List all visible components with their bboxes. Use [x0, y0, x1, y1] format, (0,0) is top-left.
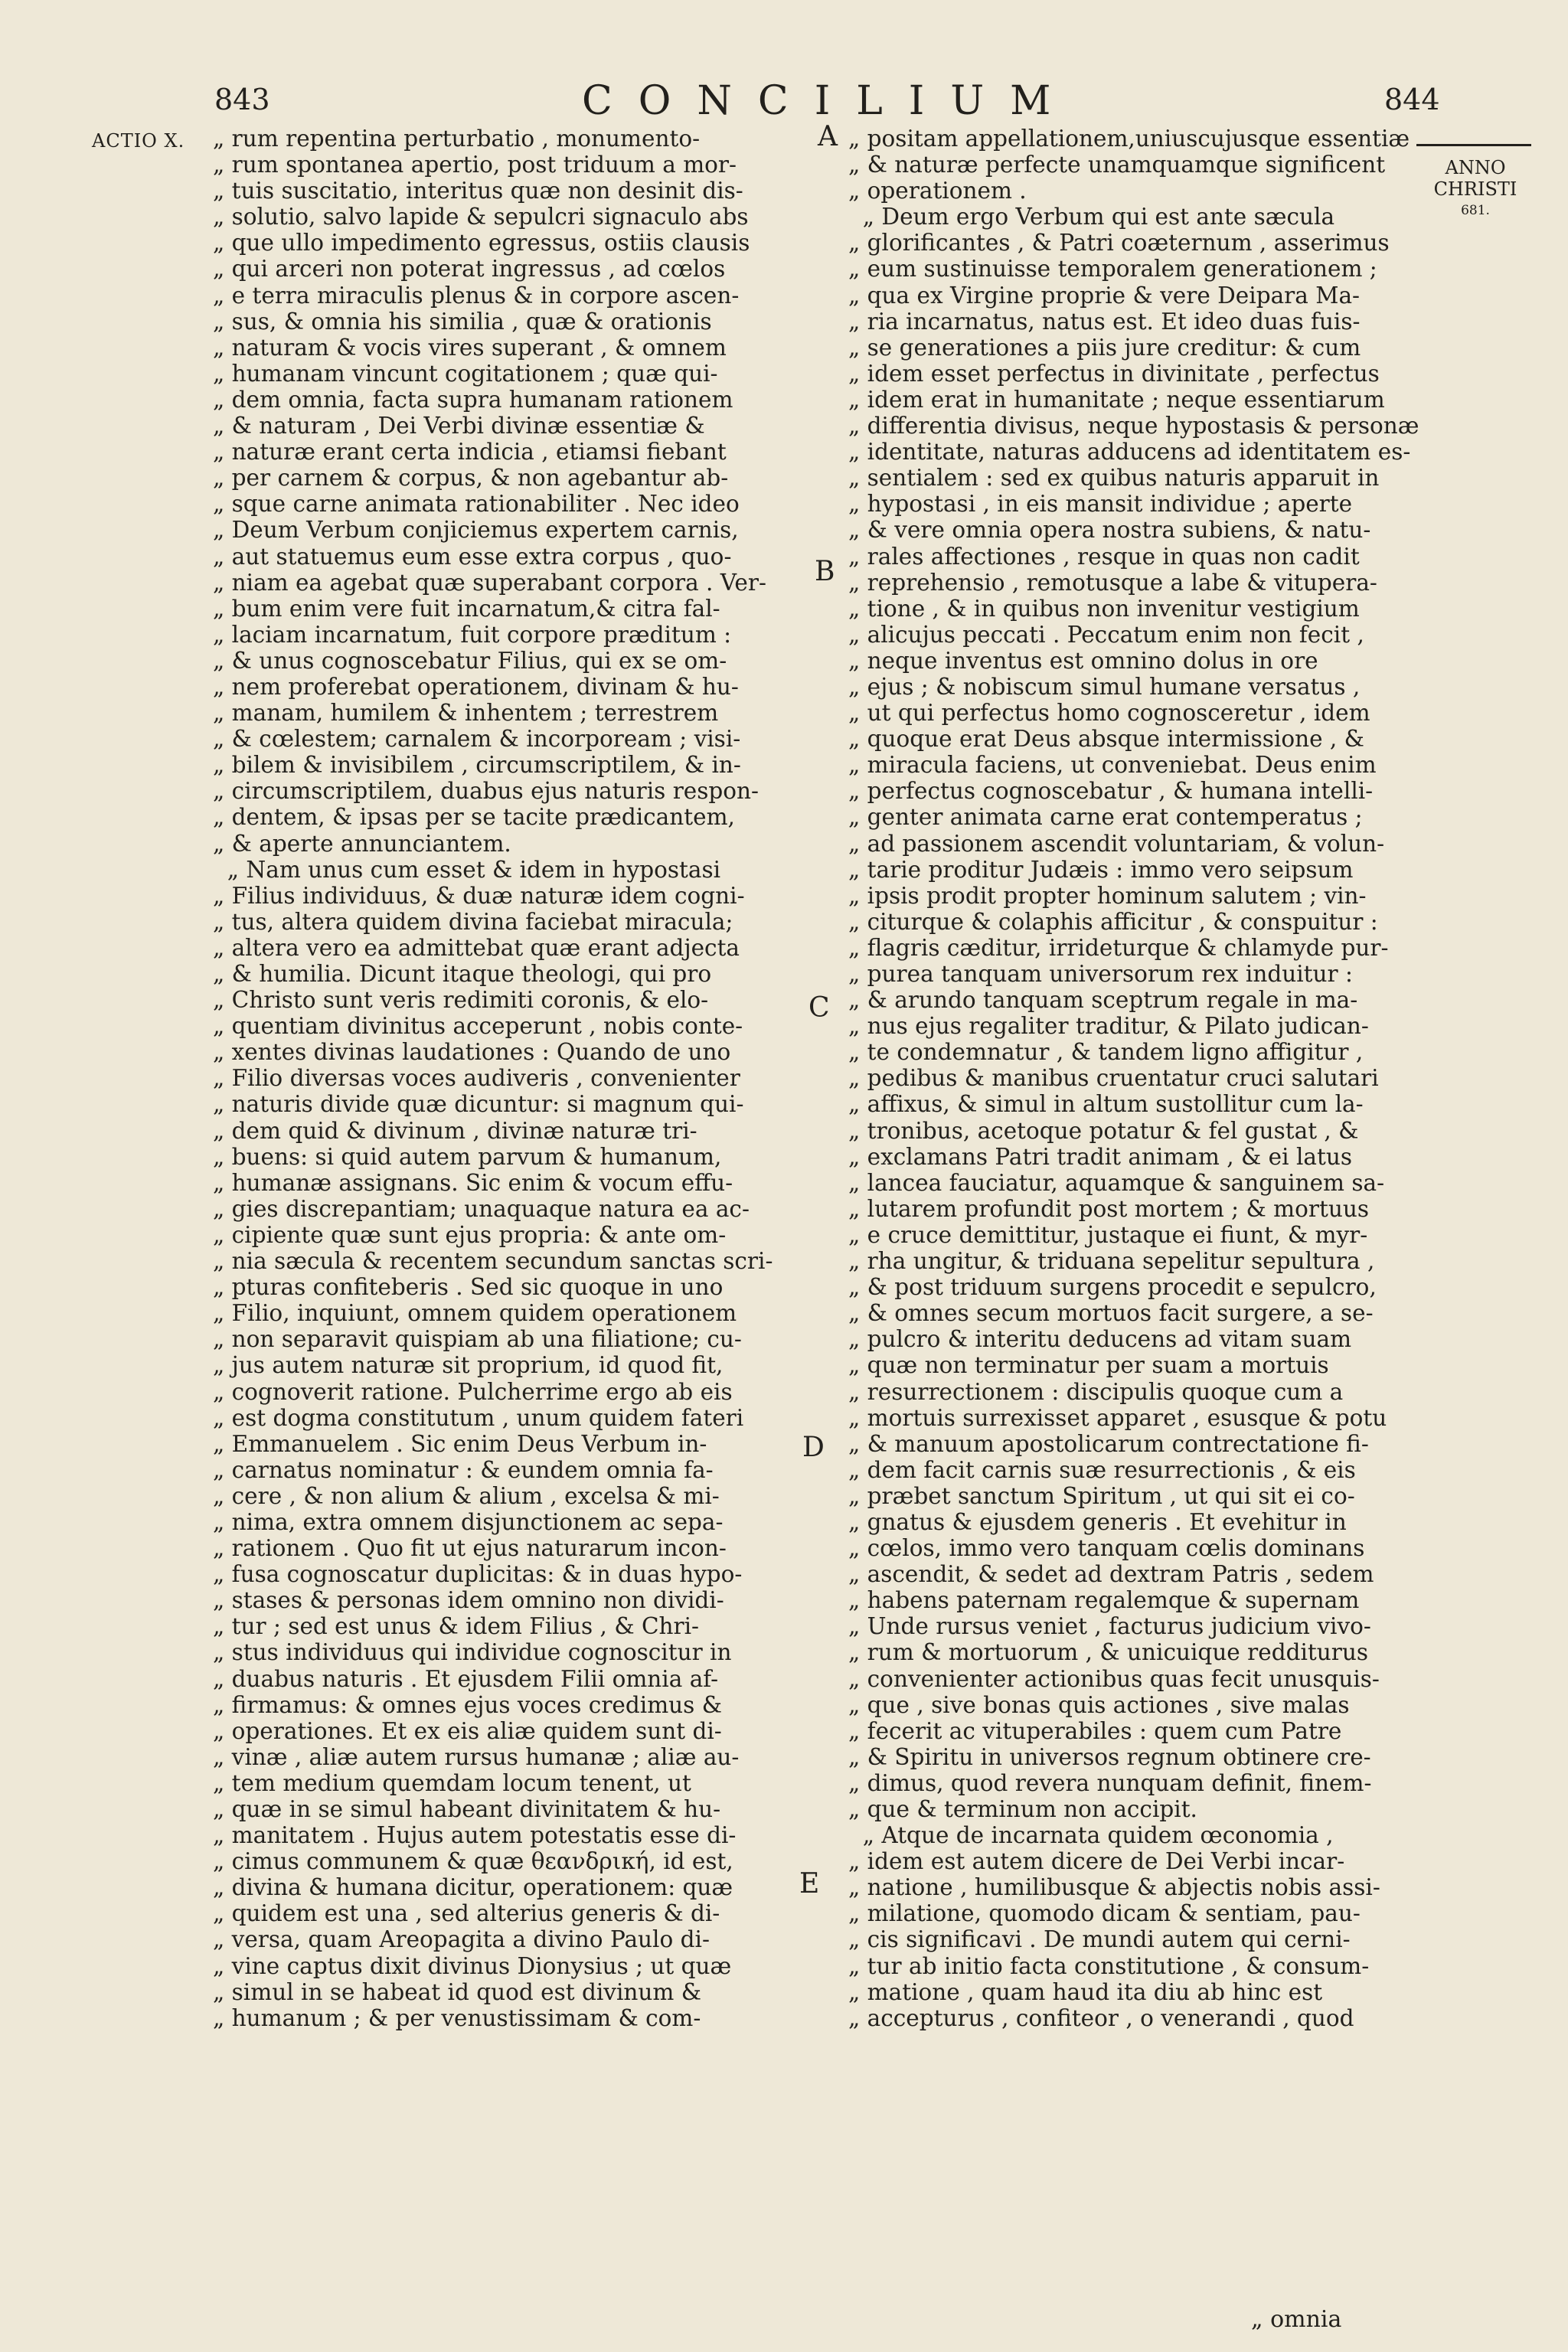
text-line: „ milatione, quomodo dicam & sentiam, pau- [848, 1900, 1361, 1927]
text-line: „ perfectus cognoscebatur , & humana intelli- [848, 778, 1374, 805]
text-line: „ dentem, & ipsas per se tacite prædicantem, [213, 804, 735, 831]
text-line: „ rha ungitur, & triduana sepelitur sepultura , [848, 1248, 1375, 1275]
catchword: „ omnia [1251, 2306, 1342, 2333]
text-line: „ neque inventus est omnino dolus in ore [848, 647, 1318, 674]
text-line: „ miracula faciens, ut conveniebat. Deus enim [848, 752, 1377, 779]
text-line: „ manam, humilem & inhentem ; terrestrem [213, 700, 719, 727]
text-line: „ Nam unus cum esset & idem in hypostasi [213, 856, 721, 883]
text-line: „ & humilia. Dicunt itaque theologi, qui pro [213, 961, 712, 987]
text-line: „ aut statuemus eum esse extra corpus , quo- [213, 543, 732, 570]
text-line: „ & naturam , Dei Verbi divinæ essentiæ & [213, 413, 705, 439]
text-line: „ bum enim vere fuit incarnatum,& citra fal- [213, 595, 720, 622]
text-line: „ & vere omnia opera nostra subiens, & natu- [848, 517, 1371, 544]
text-line: „ tuis suscitatio, interitus quæ non desinit dis- [213, 178, 743, 204]
text-line: „ rum repentina perturbatio , monumento- [213, 126, 701, 152]
text-line: „ pedibus & manibus cruentatur cruci salutari [848, 1065, 1379, 1092]
text-line: „ rum spontanea apertio, post triduum a mor- [213, 152, 737, 178]
text-line: „ Unde rursus veniet , facturus judicium vivo- [848, 1613, 1371, 1640]
text-line: „ operationes. Et ex eis aliæ quidem sunt di- [213, 1717, 722, 1744]
text-line: „ simul in se habeat id quod est divinum & [213, 1978, 702, 2005]
text-line: „ humanæ assignans. Sic enim & vocum effu- [213, 1169, 733, 1196]
text-line: „ manitatem . Hujus autem potestatis esse di- [213, 1822, 737, 1849]
text-line: „ sus, & omnia his similia , quæ & orationis [213, 308, 712, 335]
text-line: „ reprehensio , remotusque a labe & vitupera- [848, 569, 1377, 596]
text-line: „ divina & humana dicitur, operationem: quæ [213, 1874, 733, 1901]
text-line: „ identitate, naturas adducens ad identitatem es- [848, 439, 1411, 466]
text-line: „ tarie proditur Judæis : immo vero seipsum [848, 856, 1354, 883]
text-line: „ se generationes a piis jure creditur: & cum [848, 334, 1361, 361]
text-line: „ cere , & non alium & alium , excelsa & mi- [213, 1482, 720, 1509]
text-line: „ tur ab initio facta constitutione , & consum- [848, 1952, 1370, 1979]
margin-christi: CHRISTI [1433, 178, 1517, 200]
text-line: „ genter animata carne erat contemperatus ; [848, 804, 1363, 831]
text-line: „ operationem . [848, 178, 1027, 204]
text-line: „ dimus, quod revera nunquam definit, finem- [848, 1769, 1372, 1796]
text-line: „ habens paternam regalemque & supernam [848, 1587, 1360, 1614]
right-text-column [848, 126, 1430, 2031]
text-line: „ ut qui perfectus homo cognosceretur , idem [848, 700, 1370, 727]
page-header [0, 78, 1568, 129]
text-line: „ stases & personas idem omnino non dividi- [213, 1587, 724, 1614]
section-mark-e: E [799, 1868, 820, 1900]
text-line: „ eum sustinuisse temporalem generationem ; [848, 256, 1377, 283]
text-line: „ cœlos, immo vero tanquam cœlis dominans [848, 1535, 1365, 1562]
running-title: CONCILIUM [582, 78, 1077, 124]
text-line: „ humanum ; & per venustissimam & com- [213, 2004, 701, 2031]
text-line: „ duabus naturis . Et ejusdem Filii omnia af- [213, 1665, 719, 1692]
text-line: „ accepturus , confiteor , o venerandi , quod [848, 2004, 1354, 2031]
text-line: „ cis significavi . De mundi autem qui cerni- [848, 1926, 1351, 1953]
margin-year: 681. [1461, 203, 1490, 218]
text-line: „ præbet sanctum Spiritum , ut qui sit ei co- [848, 1482, 1355, 1509]
text-line: „ lancea fauciatur, aquamque & sanguinem sa- [848, 1169, 1385, 1196]
text-line: „ & unus cognoscebatur Filius, qui ex se om- [213, 647, 727, 674]
text-line: „ & omnes secum mortuos facit surgere, a se- [848, 1300, 1374, 1327]
text-line: „ Emmanuelem . Sic enim Deus Verbum in- [213, 1430, 707, 1457]
text-line: „ que ullo impedimento egressus, ostiis clausis [213, 230, 750, 256]
text-line: „ humanam vincunt cogitationem ; quæ qui- [213, 360, 718, 387]
text-line: „ sque carne animata rationabiliter . Nec ideo [213, 491, 740, 518]
text-line: „ alicujus peccati . Peccatum enim non fecit , [848, 621, 1364, 648]
text-line: „ sentialem : sed ex quibus naturis apparuit in [848, 465, 1380, 492]
text-line: „ convenienter actionibus quas fecit unusquis- [848, 1665, 1380, 1692]
section-mark-d: D [802, 1432, 825, 1463]
text-line: „ xentes divinas laudationes : Quando de uno [213, 1039, 731, 1066]
text-line: „ Christo sunt veris redimiti coronis, & elo- [213, 987, 709, 1014]
margin-anno: ANNO [1445, 157, 1506, 178]
text-line: „ tus, altera quidem divina faciebat miracula; [213, 908, 733, 935]
text-line: „ carnatus nominatur : & eundem omnia fa- [213, 1456, 714, 1483]
text-line: „ & Spiritu in universos regnum obtinere cre- [848, 1743, 1371, 1770]
text-line: „ Atque de incarnata quidem œconomia , [848, 1822, 1334, 1849]
text-line: „ mortuis surrexisset apparet , esusque & potu [848, 1404, 1387, 1431]
text-line: „ e terra miraculis plenus & in corpore ascen- [213, 282, 740, 309]
text-line: „ ria incarnatus, natus est. Et ideo duas fuis- [848, 308, 1361, 335]
text-line: „ flagris cæditur, irrideturque & chlamyde pur- [848, 934, 1389, 961]
text-line: „ Deum Verbum conjiciemus expertem carnis, [213, 517, 739, 544]
text-line: „ gies discrepantiam; unaquaque natura ea ac- [213, 1195, 750, 1222]
text-line: „ tione , & in quibus non invenitur vestigium [848, 595, 1360, 622]
text-line: „ Deum ergo Verbum qui est ante sæcula [848, 204, 1335, 230]
text-line: „ nus ejus regaliter traditur, & Pilato judican- [848, 1013, 1369, 1040]
header-rule [1416, 144, 1531, 146]
text-line: „ quentiam divinitus acceperunt , nobis conte- [213, 1013, 743, 1040]
text-line: „ idem esset perfectus in divinitate , perfectus [848, 360, 1380, 387]
text-line: „ buens: si quid autem parvum & humanum, [213, 1143, 722, 1170]
text-line: „ & aperte annunciantem. [213, 830, 511, 857]
text-line: „ tem medium quemdam locum tenent, ut [213, 1769, 691, 1796]
text-line: „ matione , quam haud ita diu ab hinc est [848, 1978, 1323, 2005]
text-line: „ & naturæ perfecte unamquamque significent [848, 152, 1386, 178]
text-line: „ cimus communem & quæ θεανδρική, id est, [213, 1848, 733, 1875]
text-line: „ est dogma constitutum , unum quidem fateri [213, 1404, 744, 1431]
text-line: „ idem erat in humanitate ; neque essentiarum [848, 386, 1385, 413]
text-line: „ nia sæcula & recentem secundum sanctas scri- [213, 1248, 773, 1275]
text-line: „ affixus, & simul in altum sustollitur cum la- [848, 1091, 1364, 1118]
text-line: „ jus autem naturæ sit proprium, id quod fit, [213, 1352, 724, 1379]
text-line: „ dem quid & divinum , divinæ naturæ tri- [213, 1117, 697, 1144]
text-line: „ glorificantes , & Patri coæternum , asserimus [848, 230, 1390, 256]
text-line: „ nima, extra omnem disjunctionem ac sepa- [213, 1508, 724, 1535]
text-line: „ tur ; sed est unus & idem Filius , & Chri- [213, 1613, 700, 1640]
text-line: „ & post triduum surgens procedit e sepulcro, [848, 1274, 1377, 1301]
text-line: „ per carnem & corpus, & non agebantur ab- [213, 465, 729, 492]
text-line: „ te condemnatur , & tandem ligno affigitur , [848, 1039, 1364, 1066]
text-line: „ lutarem profundit post mortem ; & mortuus [848, 1195, 1369, 1222]
text-line: „ resurrectionem : discipulis quoque cum a [848, 1378, 1344, 1405]
text-line: „ non separavit quispiam ab una filiatione; cu- [213, 1326, 742, 1353]
text-line: „ qui arceri non poterat ingressus , ad cœlos [213, 256, 726, 283]
text-line: „ quæ non terminatur per suam a mortuis [848, 1352, 1329, 1379]
text-line: „ circumscriptilem, duabus ejus naturis respon- [213, 778, 759, 805]
text-line: „ ejus ; & nobiscum simul humane versatus , [848, 673, 1361, 700]
text-line: „ pulcro & interitu deducens ad vitam suam [848, 1326, 1352, 1353]
text-line: „ idem est autem dicere de Dei Verbi incar- [848, 1848, 1345, 1875]
text-line: „ & manuum apostolicarum contrectatione fi- [848, 1430, 1369, 1457]
text-line: „ naturis divide quæ dicuntur: si magnum qui- [213, 1091, 744, 1118]
text-line: „ exclamans Patri tradit animam , & ei latus [848, 1143, 1352, 1170]
text-line: „ versa, quam Areopagita a divino Paulo di- [213, 1926, 710, 1953]
text-line: „ rum & mortuorum , & unicuique redditurus [848, 1639, 1369, 1666]
text-line: „ quæ in se simul habeant divinitatem & hu- [213, 1796, 721, 1822]
text-line: „ quoque erat Deus absque intermissione , & [848, 726, 1364, 753]
text-line: „ quidem est una , sed alterius generis & di- [213, 1900, 720, 1927]
text-line: „ purea tanquam universorum rex induitur : [848, 961, 1353, 987]
text-line: „ natione , humilibusque & abjectis nobis assi- [848, 1874, 1380, 1901]
text-line: „ niam ea agebat quæ superabant corpora . Ver- [213, 569, 766, 596]
text-line: „ firmamus: & omnes ejus voces credimus & [213, 1691, 722, 1718]
text-line: „ stus individuus qui individue cognoscitur in [213, 1639, 732, 1666]
text-line: „ Filius individuus, & duæ naturæ idem cogni- [213, 882, 745, 909]
text-line: „ altera vero ea admittebat quæ erant adjecta [213, 934, 740, 961]
text-line: „ bilem & invisibilem , circumscriptilem, & in- [213, 752, 741, 779]
text-line: „ Filio diversas voces audiveris , convenienter [213, 1065, 740, 1092]
text-line: „ dem facit carnis suæ resurrectionis , & eis [848, 1456, 1356, 1483]
margin-note-actio: ACTIO X. [92, 130, 185, 152]
text-line: „ que , sive bonas quis actiones , sive malas [848, 1691, 1350, 1718]
text-line: „ e cruce demittitur, justaque ei fiunt, & myr- [848, 1221, 1368, 1248]
text-line: „ vinæ , aliæ autem rursus humanæ ; aliæ au- [213, 1743, 740, 1770]
text-line: „ laciam incarnatum, fuit corpore præditum : [213, 621, 732, 648]
margin-note-anno [1426, 157, 1525, 221]
text-line: „ vine captus dixit divinus Dionysius ; ut quæ [213, 1952, 732, 1979]
left-page-number: 843 [214, 83, 270, 116]
text-line: „ fecerit ac vituperabiles : quem cum Patre [848, 1717, 1342, 1744]
text-line: „ differentia divisus, neque hypostasis & personæ [848, 413, 1419, 439]
section-mark-b: B [815, 556, 835, 587]
text-line: „ ipsis prodit propter hominum salutem ; vin- [848, 882, 1367, 909]
text-line: „ gnatus & ejusdem generis . Et evehitur in [848, 1508, 1347, 1535]
text-line: „ nem proferebat operationem, divinam & hu- [213, 673, 739, 700]
text-line: „ naturæ erant certa indicia , etiamsi fiebant [213, 439, 727, 466]
text-line: „ cipiente quæ sunt ejus propria: & ante om- [213, 1221, 727, 1248]
text-line: „ dem omnia, facta supra humanam rationem [213, 386, 733, 413]
text-line: „ rationem . Quo fit ut ejus naturarum incon- [213, 1535, 727, 1562]
text-line: „ hypostasi , in eis mansit individue ; aperte [848, 491, 1353, 518]
text-line: „ citurque & colaphis afficitur , & conspuitur : [848, 908, 1378, 935]
text-line: „ qua ex Virgine proprie & vere Deipara Ma- [848, 282, 1360, 309]
section-mark-c: C [808, 992, 830, 1024]
text-line: „ & arundo tanquam sceptrum regale in ma- [848, 987, 1358, 1014]
text-line: „ ad passionem ascendit voluntariam, & volun- [848, 830, 1385, 857]
section-mark-a: A [818, 121, 838, 152]
text-line: „ fusa cognoscatur duplicitas: & in duas hypo- [213, 1561, 743, 1588]
text-line: „ & cœlestem; carnalem & incorpoream ; visi- [213, 726, 741, 753]
text-line: „ solutio, salvo lapide & sepulcri signaculo abs [213, 204, 749, 230]
text-line: „ pturas confiteberis . Sed sic quoque in uno [213, 1274, 724, 1301]
text-line: „ ascendit, & sedet ad dextram Patris , sedem [848, 1561, 1374, 1588]
left-text-column [213, 126, 818, 2031]
text-line: „ rales affectiones , resque in quas non cadit [848, 543, 1360, 570]
text-line: „ cognoverit ratione. Pulcherrime ergo ab eis [213, 1378, 733, 1405]
text-line: „ positam appellationem,uniuscujusque essentiæ [848, 126, 1410, 152]
text-line: „ tronibus, acetoque potatur & fel gustat , & [848, 1117, 1359, 1144]
text-line: „ Filio, inquiunt, omnem quidem operationem [213, 1300, 737, 1327]
text-line: „ que & terminum non accipit. [848, 1796, 1197, 1822]
right-page-number: 844 [1384, 83, 1440, 116]
text-line: „ naturam & vocis vires superant , & omnem [213, 334, 727, 361]
